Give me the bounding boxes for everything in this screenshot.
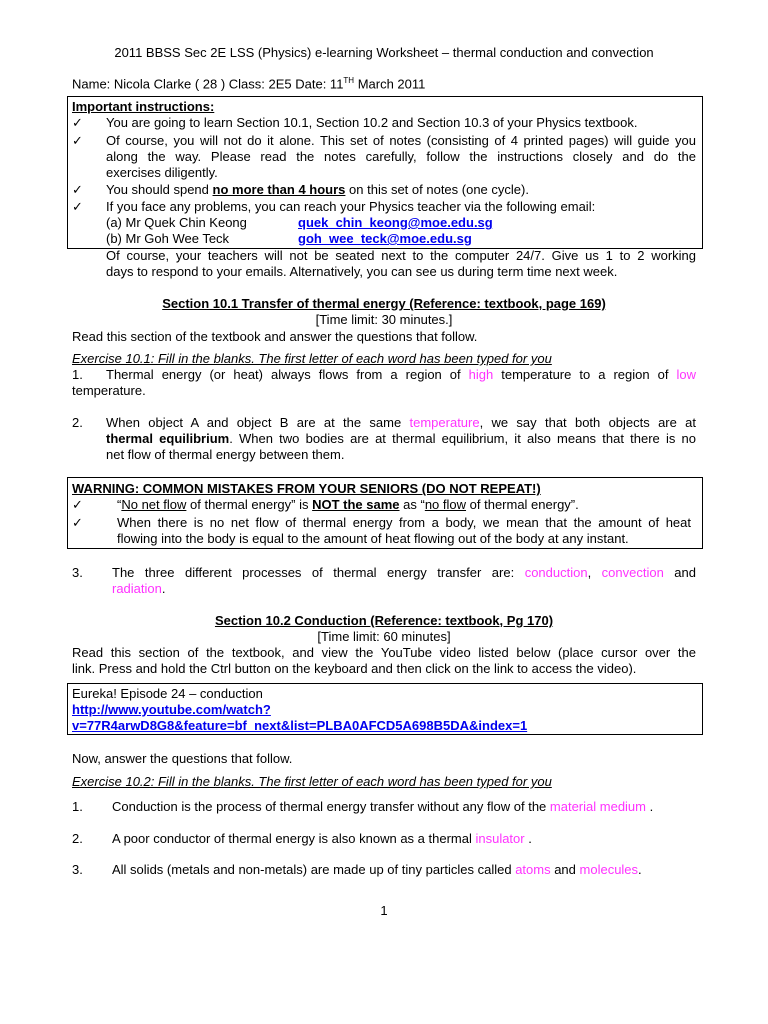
- instruction-3-post: on this set of notes (one cycle).: [345, 182, 529, 197]
- instruction-3-pre: You should spend: [106, 182, 213, 197]
- warning-1-text1: of thermal energy” is: [186, 497, 313, 512]
- q101-2-line3: net flow of thermal energy between them.: [106, 447, 345, 462]
- warning-heading: WARNING: COMMON MISTAKES FROM YOUR SENIORS (DO NOT REPEAT!): [72, 481, 541, 496]
- check-icon: ✓: [72, 515, 83, 530]
- answer-convection: convection: [601, 565, 664, 580]
- teacher-2-name: (b) Mr Goh Wee Teck: [106, 231, 230, 246]
- warning-1-text3: of thermal energy”.: [466, 497, 579, 512]
- q102-1: [112, 799, 653, 815]
- date-suffix: March 2011: [354, 76, 426, 92]
- exercise-10-2-instruction: Exercise 10.2: Fill in the blanks. The first letter of each word has been typed for you: [72, 774, 552, 789]
- instruction-2-line2: along the way. Please read the notes carefully, follow the instructions closely and do the: [106, 149, 696, 164]
- answer-temperature: temperature: [409, 415, 480, 430]
- q101-3-pre: The three different processes of thermal energy transfer are:: [112, 565, 525, 580]
- q101-1-pre: Thermal energy (or heat) always flows from a region of: [106, 367, 469, 382]
- instruction-3: [106, 182, 529, 198]
- q101-1-line1: [106, 367, 696, 383]
- date-superscript: TH: [343, 76, 355, 85]
- student-details-text: Name: Nicola Clarke ( 28 ) Class: 2E5 Date: 11: [72, 76, 344, 92]
- video-link-line1[interactable]: http://www.youtube.com/watch?: [72, 702, 271, 717]
- q102-3-number: 3.: [72, 862, 83, 877]
- answer-high: high: [468, 367, 494, 382]
- instruction-1: You are going to learn Section 10.1, Section 10.2 and Section 10.3 of your Physics textbook.: [106, 115, 638, 130]
- answer-radiation: radiation: [112, 581, 162, 596]
- warning-1-open-quote: “: [117, 497, 122, 512]
- check-icon: ✓: [72, 199, 83, 214]
- q102-1-number: 1.: [72, 799, 83, 814]
- warning-1: [117, 497, 579, 513]
- q101-2-line2: [106, 431, 696, 447]
- section-10-2-now: Now, answer the questions that follow.: [72, 751, 293, 766]
- q102-1-end: .: [646, 799, 654, 814]
- q101-2-pre: When object A and object B are at the same: [106, 415, 410, 430]
- after-box-line1: Of course, your teachers will not be seated next to the computer 24/7. Give us 1 to 2 working: [106, 248, 696, 263]
- q102-3: [112, 862, 642, 878]
- warning-1-no-net-flow: No net flow: [121, 497, 187, 512]
- instruction-2-line1: Of course, you will not do it alone. This set of notes (consisting of 4 printed pages) will guide you: [106, 133, 696, 148]
- q101-2-post: , we say that both objects are at: [479, 415, 697, 430]
- answer-atoms: atoms: [515, 862, 551, 877]
- q101-3-and: and: [663, 565, 696, 580]
- q101-3-line2: [112, 581, 166, 597]
- teacher-2-email-link[interactable]: goh_wee_teck@moe.edu.sg: [298, 231, 472, 246]
- exercise-10-1-instruction: Exercise 10.1: Fill in the blanks. The first letter of each word has been typed for you: [72, 351, 552, 366]
- answer-low: low: [676, 367, 696, 382]
- q101-2-line2-post: . When two bodies are at thermal equilibrium, it also means that there is no: [229, 431, 696, 446]
- worksheet-title: 2011 BBSS Sec 2E LSS (Physics) e-learning Worksheet – thermal conduction and convection: [114, 45, 654, 60]
- answer-material-medium: material medium: [549, 799, 646, 814]
- q101-1-mid: temperature to a region of: [493, 367, 677, 382]
- warning-1-text2: as “: [399, 497, 425, 512]
- video-title: Eureka! Episode 24 – conduction: [72, 686, 263, 701]
- q102-2-end: .: [524, 831, 532, 846]
- warning-1-not-the-same: NOT the same: [312, 497, 400, 512]
- warning-2-line1: When there is no net flow of thermal energy from a body, we mean that the amount of heat: [117, 515, 691, 530]
- answer-conduction: conduction: [524, 565, 588, 580]
- page-number: 1: [380, 903, 388, 918]
- after-box-line2: days to respond to your emails. Alternatively, you can see us during term time next week.: [106, 264, 618, 279]
- section-10-2-intro-line2: link. Press and hold the Ctrl button on the keyboard and then click on the link to access the video).: [72, 661, 637, 676]
- section-10-2-heading: Section 10.2 Conduction (Reference: textbook, Pg 170): [214, 613, 554, 628]
- q101-1-number: 1.: [72, 367, 83, 382]
- q102-2-number: 2.: [72, 831, 83, 846]
- term-thermal-equilibrium: thermal equilibrium: [106, 431, 230, 446]
- section-10-1-time-limit: [Time limit: 30 minutes.]: [315, 312, 453, 327]
- q101-2-number: 2.: [72, 415, 83, 430]
- warning-1-no-flow: no flow: [424, 497, 467, 512]
- check-icon: ✓: [72, 182, 83, 197]
- q102-2-pre: A poor conductor of thermal energy is also known as a thermal: [112, 831, 476, 846]
- q102-3-mid: and: [550, 862, 580, 877]
- answer-insulator: insulator: [475, 831, 525, 846]
- q102-3-pre: All solids (metals and non-metals) are made up of tiny particles called: [112, 862, 516, 877]
- check-icon: ✓: [72, 497, 83, 512]
- section-10-1-heading: Section 10.1 Transfer of thermal energy (Reference: textbook, page 169): [162, 296, 606, 311]
- q101-3-line1: [112, 565, 696, 581]
- student-details: [72, 73, 425, 92]
- q101-3-number: 3.: [72, 565, 83, 580]
- q102-1-pre: Conduction is the process of thermal energy transfer without any flow of the: [112, 799, 550, 814]
- warning-2-line2: flowing into the body is equal to the amount of heat flowing out of the body at any instant.: [117, 531, 629, 546]
- instruction-4: If you face any problems, you can reach your Physics teacher via the following email:: [106, 199, 596, 214]
- q102-3-end: .: [638, 862, 642, 877]
- check-icon: ✓: [72, 133, 83, 148]
- video-link-line2[interactable]: v=77R4arwD8G8&feature=bf_next&list=PLBA0AFCD5A698B5DA&index=1: [72, 718, 528, 733]
- q101-3-end: .: [161, 581, 166, 596]
- instructions-heading: Important instructions:: [72, 99, 215, 114]
- teacher-1-name: (a) Mr Quek Chin Keong: [106, 215, 247, 230]
- time-limit-emphasis: no more than 4 hours: [212, 182, 346, 197]
- teacher-1-email-link[interactable]: quek_chin_keong@moe.edu.sg: [298, 215, 493, 230]
- check-icon: ✓: [72, 115, 83, 130]
- instruction-2-line3: exercises diligently.: [106, 165, 218, 180]
- section-10-1-intro: Read this section of the textbook and answer the questions that follow.: [72, 329, 478, 344]
- section-10-2-time-limit: [Time limit: 60 minutes]: [317, 629, 451, 644]
- q101-3-sep: ,: [587, 565, 602, 580]
- section-10-2-intro-line1: Read this section of the textbook, and view the YouTube video listed below (place cursor over the: [72, 645, 696, 660]
- answer-molecules: molecules: [579, 862, 639, 877]
- q102-2: [112, 831, 532, 847]
- q101-1-line2: temperature.: [72, 383, 146, 398]
- q101-2-line1: [106, 415, 696, 431]
